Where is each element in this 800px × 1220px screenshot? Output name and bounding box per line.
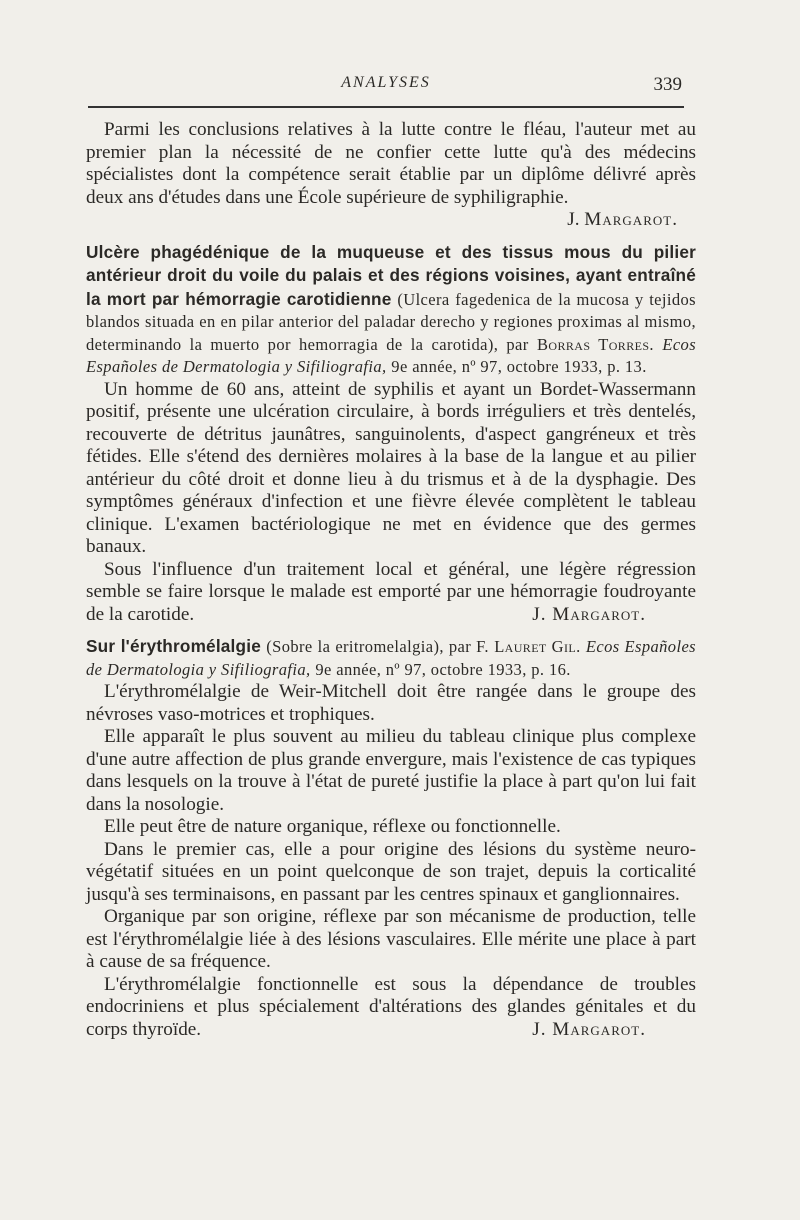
article1-ref-issue: 9e année, nº 97, octobre 1933, p. 13. — [391, 357, 647, 376]
article1-signature: J. Margarot. — [532, 603, 646, 625]
article1-paragraph-2-wrap — [86, 559, 696, 627]
article1-ref-journal: Ecos Españoles de Dermatologia y Sifiliografia, — [86, 334, 697, 376]
header-rule — [88, 106, 684, 108]
intro-paragraph: Parmi les conclusions relatives à la lutte contre le fléau, l'auteur met au premier plan la nécessité de ne confier cette lutte qu'à des médecins spécialistes dont la compétence serait établie par un diplôme délivré après deux ans d'études dans une École supérieure de syphiligraphie. — [86, 119, 696, 208]
article1-ref-original: (Ulcera fagedenica de la mucosa y tejidos blandos situada en en pilar anterior del paladar derecho y regiones proximas al mismo, determinando la muerto por hemorragia de la carotida), par — [86, 289, 696, 354]
article2-paragraph-5: Organique par son origine, réflexe par son mécanisme de production, telle est l'érythromélalgie liée à des lésions vasculaires. Elle mérite une place à part à cause de sa fréquence. — [86, 906, 696, 972]
page-body — [86, 119, 696, 1041]
running-title: ANALYSES — [341, 74, 431, 91]
article2-ref-issue: 9e année, nº 97, octobre 1933, p. 16. — [315, 659, 571, 679]
article2-paragraph-2: Elle apparaît le plus souvent au milieu du tableau clinique plus complexe d'une autre affection de plus grande envergure, mais l'existence de cas typiques dans lesquels on la trouve à l'état de pureté justifie la place à part qu'on lui fait dans la nosologie. — [86, 726, 696, 815]
article1-heading — [86, 241, 696, 379]
page-header — [88, 74, 684, 98]
article2-paragraph-1: L'érythromélalgie de Weir-Mitchell doit être rangée dans le groupe des névroses vaso-motrices et trophiques. — [86, 681, 696, 725]
page-number: 339 — [653, 74, 682, 95]
article2-title: Sur l'érythromélalgie — [86, 636, 261, 656]
article2-heading — [86, 635, 696, 681]
article2-paragraph-6: L'érythromélalgie fonctionnelle est sous la dépendance de troubles endocriniens et plus spécialement d'altérations des glandes génitales et du corps thyroïde. — [86, 973, 696, 1040]
article2-paragraph-4: Dans le premier cas, elle a pour origine des lésions du système neuro-végétatif situées en un point quelconque de son trajet, depuis la corticalité jusqu'à ses terminaisons, en passant par les centres spinaux et ganglionnaires. — [86, 838, 696, 905]
article1-ref-author: Borras Torres. — [537, 334, 654, 354]
article2-ref-author: Lauret Gil. — [494, 637, 581, 656]
intro-signature — [86, 209, 696, 232]
article2-paragraph-3: Elle peut être de nature organique, réflexe ou fonctionnelle. — [104, 816, 561, 837]
article1-paragraph-1: Un homme de 60 ans, atteint de syphilis et ayant un Bordet-Wassermann positif, présente une ulcération circulaire, à bords irréguliers et très dentelés, recouverte de détritus jaunâtres, sanguinolents, d'aspect gangréneux et très fétides. Elle s'étend des dernières molaires à la base de la langue et au pilier antérieur du côté droit et donne lieu à du trismus et à de la dysphagie. Des symptômes généraux d'infection et une fièvre élevée complètent le tableau clinique. L'examen bactériologique ne met en évidence que des germes banaux. — [86, 378, 696, 557]
article2-ref-original: (Sobre la eritromelalgia), par F. — [266, 637, 489, 656]
intro-signature-initial: J. — [567, 209, 580, 230]
article2-paragraph-6-wrap — [86, 974, 696, 1042]
article1-paragraph-2: Sous l'influence d'un traitement local et général, une légère régression semble se faire lorsque le malade est emporté par une hémorragie foudroyante de la carotide. — [86, 558, 696, 625]
article2-ref-journal: Ecos Españoles de Dermatologia y Sifiliografia, — [86, 637, 696, 679]
intro-signature-name: Margarot. — [584, 209, 678, 230]
article2-signature: J. Margarot. — [532, 1018, 646, 1040]
article1-title: Ulcère phagédénique de la muqueuse et des tissus mous du pilier antérieur droit du voile du palais et des régions voisines, ayant entraîné la mort par hémorragie carotidienne — [86, 241, 696, 309]
